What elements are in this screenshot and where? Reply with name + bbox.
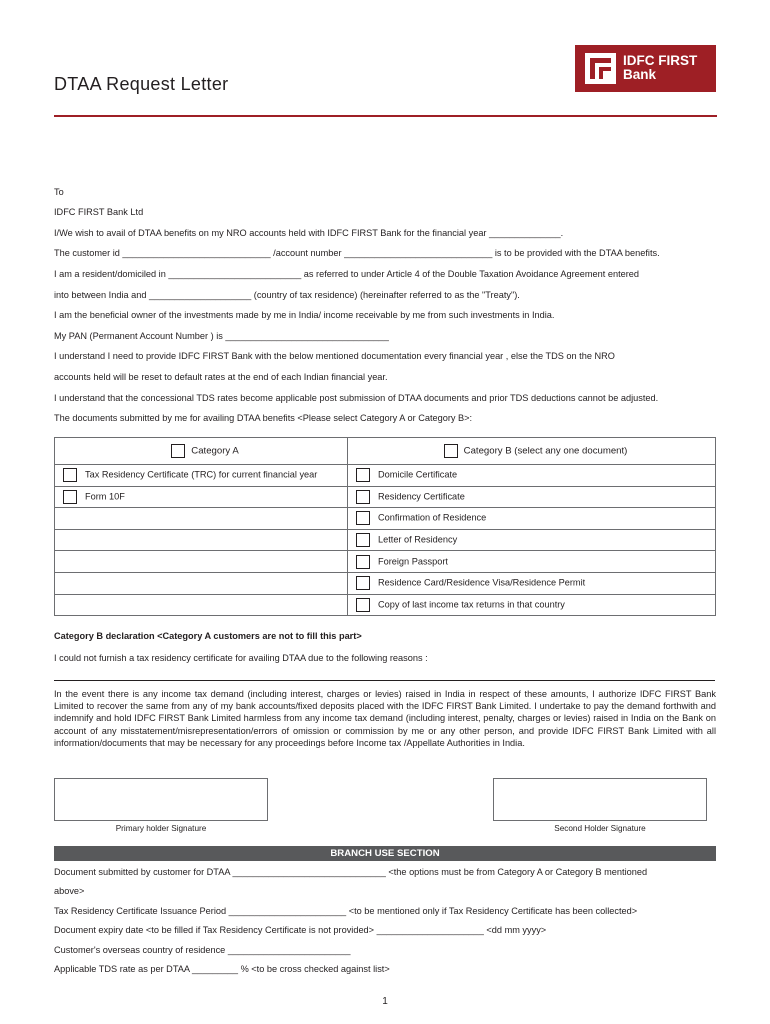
letter-line: The customer id _____________________________ /account number _____________________________ is to be provided with the DTAA benefits.: [54, 248, 660, 258]
letter-line: I/We wish to avail of DTAA benefits on my NRO accounts held with IDFC FIRST Bank for the financial year ______________.: [54, 228, 564, 238]
category-a-empty-cell: [55, 551, 348, 573]
category-b-item-label: Copy of last income tax returns in that country: [378, 599, 565, 610]
indemnity-paragraph: In the event there is any income tax demand (including interest, charges or levies) raised in India in respect of these amounts, I authorize IDFC FIRST Bank Limited to recover the same from any of my bank accounts/fixed deposits placed with the IDFC FIRST Bank Limited. I undertake to pay the demand forthwith and indemnify and hold IDFC FIRST Bank Limited harmless from any income tax demand (including interest, penalty, charges or levies) raised in India on the Bank on account of any misstatement/misrepresentation/errors of omission or commission by me or any other person, and provide IDFC FIRST Bank Limited with all information/documents that may be necessary for any proceedings before Income tax /Appellate Authorities in India.: [54, 689, 716, 748]
letter-line: I understand that the concessional TDS rates become applicable post submission of DTAA documents and prior TDS deductions cannot be adjusted.: [54, 393, 659, 403]
branch-section-header: BRANCH USE SECTION: [54, 846, 716, 861]
primary-signature-label: Primary holder Signature: [115, 824, 207, 833]
category-b-item-label: Letter of Residency: [378, 534, 458, 545]
category-b-cell: [348, 508, 716, 530]
second-signature-label: Second Holder Signature: [554, 824, 646, 833]
letter-line: To: [54, 187, 64, 197]
category-b-cell: [348, 551, 716, 573]
logo-mark-icon: [585, 53, 616, 84]
trc-checkbox[interactable]: [63, 468, 77, 482]
primary-signature-box[interactable]: [54, 778, 268, 821]
letter-line: accounts held will be reset to default rates at the end of each Indian financial year.: [54, 372, 388, 382]
second-signature-box[interactable]: [493, 778, 707, 821]
letter-line: My PAN (Permanent Account Number ) is ________________________________: [54, 331, 389, 341]
branch-line: above>: [54, 886, 85, 896]
branch-line: Document submitted by customer for DTAA ______________________________ <the options must be from Category A or Category B mentioned: [54, 867, 648, 877]
category-a-header: [55, 438, 348, 465]
category-a-item-label: Tax Residency Certificate (TRC) for current financial year: [85, 469, 318, 480]
category-table: [54, 437, 716, 616]
category-b-cell: [348, 572, 716, 594]
confirmation-of-residence-checkbox[interactable]: [356, 511, 370, 525]
category-b-cell: [348, 529, 716, 551]
category-a-empty-cell: [55, 529, 348, 551]
branch-line: Customer's overseas country of residence ________________________: [54, 945, 351, 955]
category-b-item-label: Foreign Passport: [378, 556, 448, 567]
category-b-cell: [348, 486, 716, 508]
category-b-cell: [348, 594, 716, 616]
form-10f-checkbox[interactable]: [63, 490, 77, 504]
header-divider: [54, 115, 717, 117]
reason-input-line[interactable]: [54, 680, 715, 681]
logo-line-1: IDFC FIRST: [623, 53, 698, 68]
letter-line: The documents submitted by me for availing DTAA benefits <Please select Category A or Category B>:: [54, 413, 473, 423]
category-b-item-label: Domicile Certificate: [378, 469, 458, 480]
branch-line: Tax Residency Certificate Issuance Period _______________________ <to be mentioned only if Tax Residency Certificate has been collected>: [54, 906, 638, 916]
category-a-cell: [55, 486, 348, 508]
income-tax-returns-checkbox[interactable]: [356, 598, 370, 612]
letter-line: I understand I need to provide IDFC FIRST Bank with the below mentioned documentation every financial year , else the TDS on the NRO: [54, 351, 615, 361]
letter-line: I am a resident/domiciled in __________________________ as referred to under Article 4 of the Double Taxation Avoidance Agreement entered: [54, 269, 640, 279]
letter-line: into between India and ____________________ (country of tax residence) (hereinafter referred to as the "Treaty").: [54, 290, 520, 300]
reason-line: I could not furnish a tax residency certificate for availing DTAA due to the following reasons :: [54, 653, 428, 663]
foreign-passport-checkbox[interactable]: [356, 555, 370, 569]
bank-logo: [575, 45, 716, 92]
residency-certificate-checkbox[interactable]: [356, 490, 370, 504]
page-number: 1: [382, 996, 388, 1007]
declaration-heading: Category B declaration <Category A customers are not to fill this part>: [54, 631, 362, 641]
category-a-cell: [55, 465, 348, 487]
category-b-item-label: Residence Card/Residence Visa/Residence Permit: [378, 577, 586, 588]
letter-of-residency-checkbox[interactable]: [356, 533, 370, 547]
page-title: DTAA Request Letter: [54, 74, 229, 94]
domicile-certificate-checkbox[interactable]: [356, 468, 370, 482]
category-b-cell: [348, 465, 716, 487]
category-b-header: [348, 438, 716, 465]
category-b-item-label: Confirmation of Residence: [378, 512, 487, 523]
category-b-checkbox[interactable]: [444, 444, 458, 458]
category-a-item-label: Form 10F: [85, 491, 125, 502]
category-a-empty-cell: [55, 594, 348, 616]
category-a-empty-cell: [55, 508, 348, 530]
letter-line: IDFC FIRST Bank Ltd: [54, 207, 144, 217]
category-a-empty-cell: [55, 572, 348, 594]
category-a-label: Category A: [191, 445, 239, 457]
logo-text: [623, 54, 697, 82]
logo-line-2: Bank: [623, 67, 657, 82]
residence-card-checkbox[interactable]: [356, 576, 370, 590]
branch-line: Applicable TDS rate as per DTAA _________ % <to be cross checked against list>: [54, 964, 390, 974]
category-b-label: Category B (select any one document): [463, 445, 628, 457]
category-b-item-label: Residency Certificate: [378, 491, 465, 502]
letter-line: I am the beneficial owner of the investments made by me in India/ income receivable by me from such investments in India.: [54, 310, 555, 320]
branch-line: Document expiry date <to be filled if Tax Residency Certificate is not provided> _____________________ <dd mm yyyy>: [54, 925, 547, 935]
category-a-checkbox[interactable]: [171, 444, 185, 458]
